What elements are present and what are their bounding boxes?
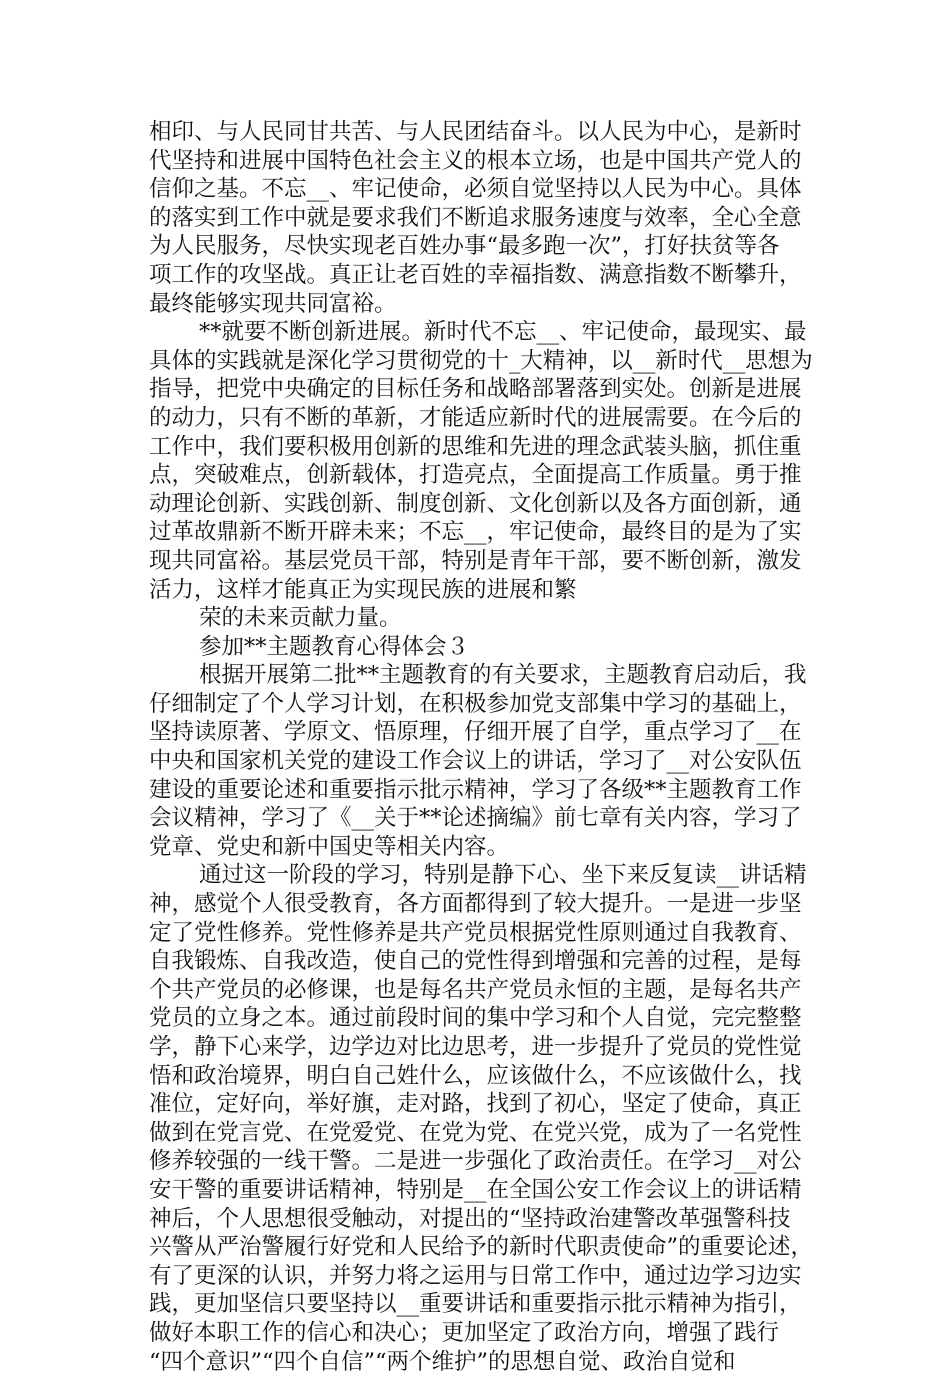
text-line: 建设的重要论述和重要指示批示精神，学习了各级**主题教育工作	[149, 776, 802, 803]
text-line: 过革故鼎新不断开辟未来；不忘__，牢记使命，最终目的是为了实	[149, 519, 802, 546]
text-line: 准位，定好向，举好旗，走对路，找到了初心，坚定了使命，真正	[149, 1091, 802, 1118]
text-line: 会议精神，学习了《__关于**论述摘编》前七章有关内容，学习了	[149, 805, 802, 832]
text-line: 动理论创新、实践创新、制度创新、文化创新以及各方面创新，通	[149, 490, 802, 517]
text-line: 具体的实践就是深化学习贯彻党的十_大精神，以__新时代__思想为	[149, 347, 813, 374]
text-line: 的落实到工作中就是要求我们不断追求服务速度与效率，全心全意	[149, 204, 802, 231]
text-line: 做到在党言党、在党爱党、在党为党、在党兴党，成为了一名党性	[149, 1119, 802, 1146]
text-line: 个共产党员的必修课，也是每名共产党员永恒的主题，是每名共产	[149, 976, 802, 1003]
text-line: 活力，这样才能真正为实现民族的进展和繁	[149, 576, 577, 603]
paragraph-start-line: 通过这一阶段的学习，特别是静下心、坐下来反复读__讲话精	[199, 862, 807, 889]
text-line: 指导，把党中央确定的目标任务和战略部署落到实处。创新是进展	[149, 376, 802, 403]
text-line: 的动力，只有不断的革新，才能适应新时代的进展需要。在今后的	[149, 404, 802, 431]
text-line: 做好本职工作的信心和决心；更加坚定了政治方向，增强了践行	[149, 1319, 780, 1346]
text-line: 安干警的重要讲话精神，特别是__在全国公安工作会议上的讲话精	[149, 1176, 802, 1203]
text-line: 项工作的攻坚战。真正让老百姓的幸福指数、满意指数不断攀升，	[149, 261, 802, 288]
document-body	[149, 118, 814, 1376]
text-line: 仔细制定了个人学习计划，在积极参加党支部集中学习的基础上，	[149, 690, 802, 717]
text-line: 学，静下心来学，边学边对比边思考，进一步提升了党员的党性觉	[149, 1034, 802, 1060]
text-line: 党员的立身之本。通过前段时间的集中学习和个人自觉，完完整整	[149, 1005, 802, 1032]
paragraph-start-line: 根据开展第二批**主题教育的有关要求，主题教育启动后，我	[199, 662, 807, 689]
text-line: 修养较强的一线干警。二是进一步强化了政治责任。在学习__对公	[149, 1148, 802, 1175]
text-line: 兴警从严治警履行好党和人民给予的新时代职责使命”的重要论述，	[149, 1234, 814, 1261]
text-line: 最终能够实现共同富裕。	[149, 290, 397, 317]
text-line: 党章、党史和新中国史等相关内容。	[149, 833, 510, 860]
text-line: 神后，个人思想很受触动，对提出的“坚持政治建警改革强警科技	[149, 1205, 791, 1232]
text-line: 有了更深的认识，并努力将之运用与日常工作中，通过边学习边实	[149, 1262, 802, 1289]
text-line: 坚持读原著、学原文、悟原理，仔细开展了自学，重点学习了__在	[149, 719, 802, 746]
text-line: 为人民服务，尽快实现老百姓办事“最多跑一次”，打好扶贫等各	[149, 233, 780, 260]
text-line: 中央和国家机关党的建设工作会议上的讲话，学习了__对公安队伍	[149, 748, 802, 775]
text-line: 践，更加坚信只要坚持以__重要讲话和重要指示批示精神为指引，	[149, 1291, 802, 1318]
text-line: “四个意识”“四个自信”“两个维护”的思想自觉、政治自觉和	[149, 1348, 736, 1375]
text-line: 相印、与人民同甘共苦、与人民团结奋斗。以人民为中心，是新时	[149, 119, 802, 145]
paragraph-start-line: **就要不断创新进展。新时代不忘__、牢记使命，最现实、最	[199, 319, 807, 346]
text-line: 定了党性修养。党性修养是共产党员根据党性原则通过自我教育、	[149, 919, 802, 946]
text-line: 自我锻炼、自我改造，使自己的党性得到增强和完善的过程，是每	[149, 948, 802, 975]
text-line: 工作中，我们要积极用创新的思维和先进的理念武装头脑，抓住重	[149, 433, 802, 460]
text-line: 代坚持和进展中国特色社会主义的根本立场，也是中国共产党人的	[149, 147, 802, 174]
text-line: 点，突破难点，创新载体，打造亮点，全面提高工作质量。勇于推	[149, 462, 802, 489]
text-line: 神，感觉个人很受教育，各方面都得到了较大提升。一是进一步坚	[149, 891, 802, 918]
text-line: 信仰之基。不忘__、牢记使命，必须自觉坚持以人民为中心。具体	[149, 176, 802, 203]
text-line: 荣的未来贡献力量。	[199, 605, 402, 632]
section-heading: 参加**主题教育心得体会３	[199, 633, 470, 660]
text-line: 现共同富裕。基层党员干部，特别是青年干部，要不断创新，激发	[149, 547, 802, 574]
text-line: 悟和政治境界，明白自己姓什么，应该做什么，不应该做什么，找	[149, 1062, 802, 1089]
